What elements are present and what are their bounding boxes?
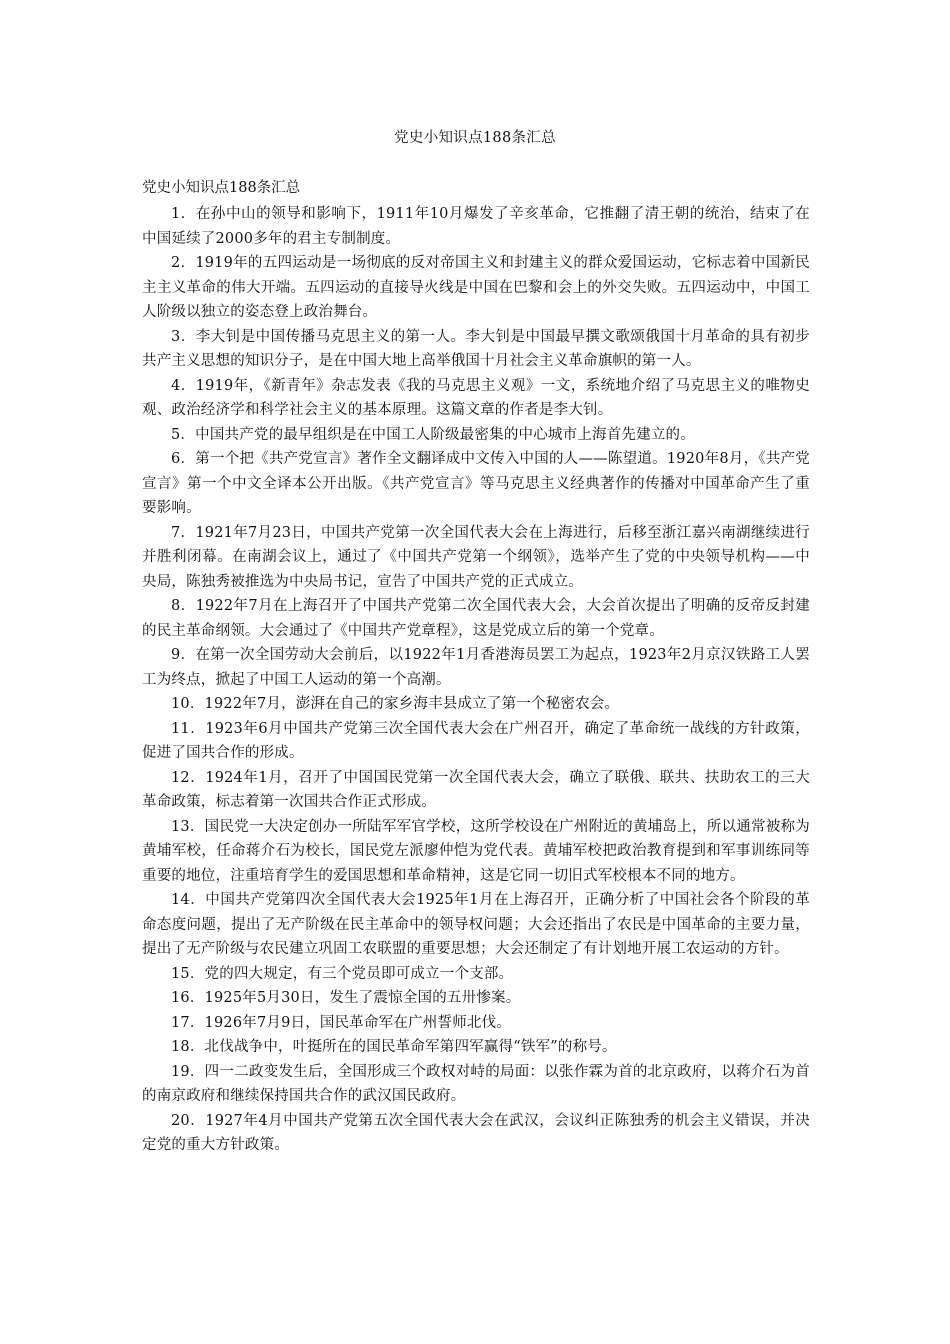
knowledge-item-19: 19．四一二政变发生后，全国形成三个政权对峙的局面：以张作霖为首的北京政府，以蒋介石为首的南京政府和继续保持国共合作的武汉国民政府。 bbox=[142, 1063, 810, 1104]
knowledge-item-8: 8．1922年7月在上海召开了中国共产党第二次全国代表大会，大会首次提出了明确的反帝反封建的民主革命纲领。大会通过了《中国共产党章程》，这是党成立后的第一个党章。 bbox=[142, 598, 810, 639]
knowledge-item-6: 6．第一个把《共产党宣言》著作全文翻译成中文传入中国的人——陈望道。1920年8月，《共产党宣言》第一个中文全译本公开出版。《共产党宣言》等马克思主义经典著作的传播对中国革命产生了重要影响。 bbox=[142, 451, 810, 516]
knowledge-item-16: 16．1925年5月30日，发生了震惊全国的五卅惨案。 bbox=[171, 990, 521, 1006]
knowledge-item-12: 12．1924年1月，召开了中国国民党第一次全国代表大会，确立了联俄、联共、扶助农工的三大革命政策，标志着第一次国共合作正式形成。 bbox=[142, 769, 810, 810]
knowledge-item-3: 3．李大钊是中国传播马克思主义的第一人。李大钊是中国最早撰文歌颂俄国十月革命的具有初步共产主义思想的知识分子，是在中国大地上高举俄国十月社会主义革命旗帜的第一人。 bbox=[142, 328, 810, 369]
document-subtitle: 党史小知识点188条汇总 bbox=[142, 180, 301, 196]
knowledge-item-5: 5．中国共产党的最早组织是在中国工人阶级最密集的中心城市上海首先建立的。 bbox=[171, 426, 695, 443]
document-title: 党史小知识点188条汇总 bbox=[394, 130, 556, 146]
knowledge-item-10: 10．1922年7月，澎湃在自己的家乡海丰县成立了第一个秘密农会。 bbox=[171, 696, 620, 712]
knowledge-item-9: 9．在第一次全国劳动大会前后，以1922年1月香港海员罢工为起点，1923年2月京汉铁路工人罢工为终点，掀起了中国工人运动的第一个高潮。 bbox=[142, 647, 810, 688]
document-body bbox=[142, 178, 810, 1158]
knowledge-item-4: 4．1919年，《新青年》杂志发表《我的马克思主义观》一文，系统地介绍了马克思主义的唯物史观、政治经济学和科学社会主义的基本原理。这篇文章的作者是李大钊。 bbox=[142, 377, 810, 418]
knowledge-item-14: 14．中国共产党第四次全国代表大会1925年1月在上海召开，正确分析了中国社会各个阶段的革命态度问题，提出了无产阶级在民主革命中的领导权问题；大会还指出了农民是中国革命的主要力量，提出了无产阶级与农民建立巩固工农联盟的重要思想；大会还制定了有计划地开展工农运动的方针。 bbox=[142, 892, 810, 957]
knowledge-item-17: 17．1926年7月9日，国民革命军在广州誓师北伐。 bbox=[171, 1014, 512, 1031]
knowledge-item-1: 1．在孙中山的领导和影响下，1911年10月爆发了辛亥革命，它推翻了清王朝的统治，结束了在中国延续了2000多年的君主专制制度。 bbox=[142, 206, 810, 247]
knowledge-item-2: 2．1919年的五四运动是一场彻底的反对帝国主义和封建主义的群众爱国运动，它标志着中国新民主主义革命的伟大开端。五四运动的直接导火线是中国在巴黎和会上的外交失败。五四运动中，中国工人阶级以独立的姿态登上政治舞台。 bbox=[142, 255, 810, 320]
knowledge-item-20: 20．1927年4月中国共产党第五次全国代表大会在武汉，会议纠正陈独秀的机会主义错误，并决定党的重大方针政策。 bbox=[142, 1112, 810, 1153]
knowledge-item-15: 15．党的四大规定，有三个党员即可成立一个支部。 bbox=[171, 965, 514, 982]
knowledge-item-18: 18．北伐战争中，叶挺所在的国民革命军第四军赢得“铁军”的称号。 bbox=[171, 1039, 617, 1055]
knowledge-item-11: 11．1923年6月中国共产党第三次全国代表大会在广州召开，确定了革命统一战线的方针政策，促进了国共合作的形成。 bbox=[142, 720, 810, 761]
knowledge-item-7: 7．1921年7月23日，中国共产党第一次全国代表大会在上海进行，后移至浙江嘉兴南湖继续进行并胜利闭幕。在南湖会议上，通过了《中国共产党第一个纲领》，选举产生了党的中央领导机构——中央局，陈独秀被推选为中央局书记，宣告了中国共产党的正式成立。 bbox=[142, 524, 810, 590]
knowledge-item-13: 13．国民党一大决定创办一所陆军军官学校，这所学校设在广州附近的黄埔岛上，所以通常被称为黄埔军校，任命蒋介石为校长，国民党左派廖仲恺为党代表。黄埔军校把政治教育提到和军事训练同等重要的地位，注重培育学生的爱国思想和革命精神，这是它同一切旧式军校根本不同的地方。 bbox=[142, 818, 810, 884]
